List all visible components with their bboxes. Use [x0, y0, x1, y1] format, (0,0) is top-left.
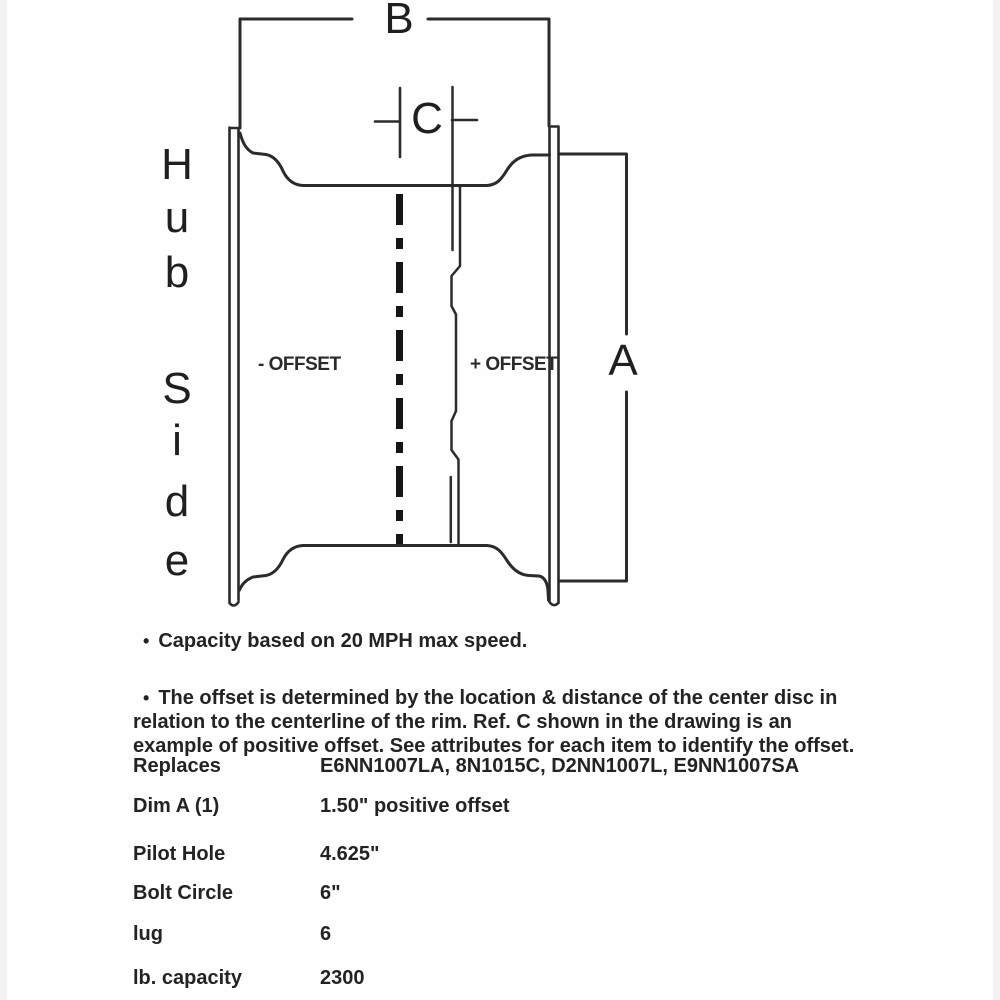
note-offset-line2: relation to the centerline of the rim. Ref. C shown in the drawing is an — [133, 711, 792, 733]
note-capacity-text: Capacity based on 20 MPH max speed. — [158, 630, 528, 652]
rim-profile-top — [240, 133, 550, 186]
hub-side-letter-s: S — [162, 364, 192, 413]
bullet-icon: • — [143, 631, 150, 651]
hub-side-letter-e: e — [164, 536, 190, 585]
spec-row-dim-a — [133, 795, 933, 818]
negative-offset-label: - OFFSET — [258, 354, 341, 375]
spec-label: lb. capacity — [133, 967, 242, 989]
spec-label: lug — [133, 923, 163, 945]
spec-value: 2300 — [320, 967, 365, 989]
positive-offset-label: + OFFSET — [470, 354, 558, 375]
spec-row-lug — [133, 923, 933, 946]
dim-c-label: C — [411, 94, 443, 143]
dim-b-label: B — [384, 0, 414, 43]
dim-a-label: A — [608, 336, 638, 385]
hub-side-letter-b: b — [164, 248, 190, 297]
spec-value: 6" — [320, 882, 341, 904]
center-disc-line — [451, 87, 460, 544]
rim-profile-bottom — [240, 546, 549, 601]
spec-row-lb-capacity — [133, 967, 933, 990]
spec-value: E6NN1007LA, 8N1015C, D2NN1007L, E9NN1007SA — [320, 755, 800, 777]
hub-side-letter-i: i — [172, 416, 182, 465]
note-capacity — [133, 629, 873, 653]
bullet-icon: • — [143, 688, 150, 708]
spec-label: Pilot Hole — [133, 843, 226, 865]
spec-row-bolt-circle — [133, 882, 933, 905]
spec-value: 4.625" — [320, 843, 380, 865]
spec-label: Replaces — [133, 755, 221, 777]
spec-row-pilot-hole — [133, 843, 933, 866]
hub-side-letter-d: d — [164, 477, 190, 526]
left-flange — [230, 128, 239, 606]
hub-side-letter-h: H — [161, 140, 193, 189]
note-offset-line3: example of positive offset. See attributes for each item to identify the offset. — [133, 735, 855, 757]
spec-row-replaces — [133, 755, 933, 778]
spec-value: 1.50" positive offset — [320, 795, 510, 817]
spec-label: Bolt Circle — [133, 882, 234, 904]
note-offset-explanation — [133, 686, 873, 758]
hub-side-letter-u: u — [164, 193, 190, 242]
spec-label: Dim A (1) — [133, 795, 220, 817]
note-offset-line1: The offset is determined by the location & distance of the center disc in — [158, 687, 838, 709]
spec-value: 6 — [320, 923, 332, 945]
